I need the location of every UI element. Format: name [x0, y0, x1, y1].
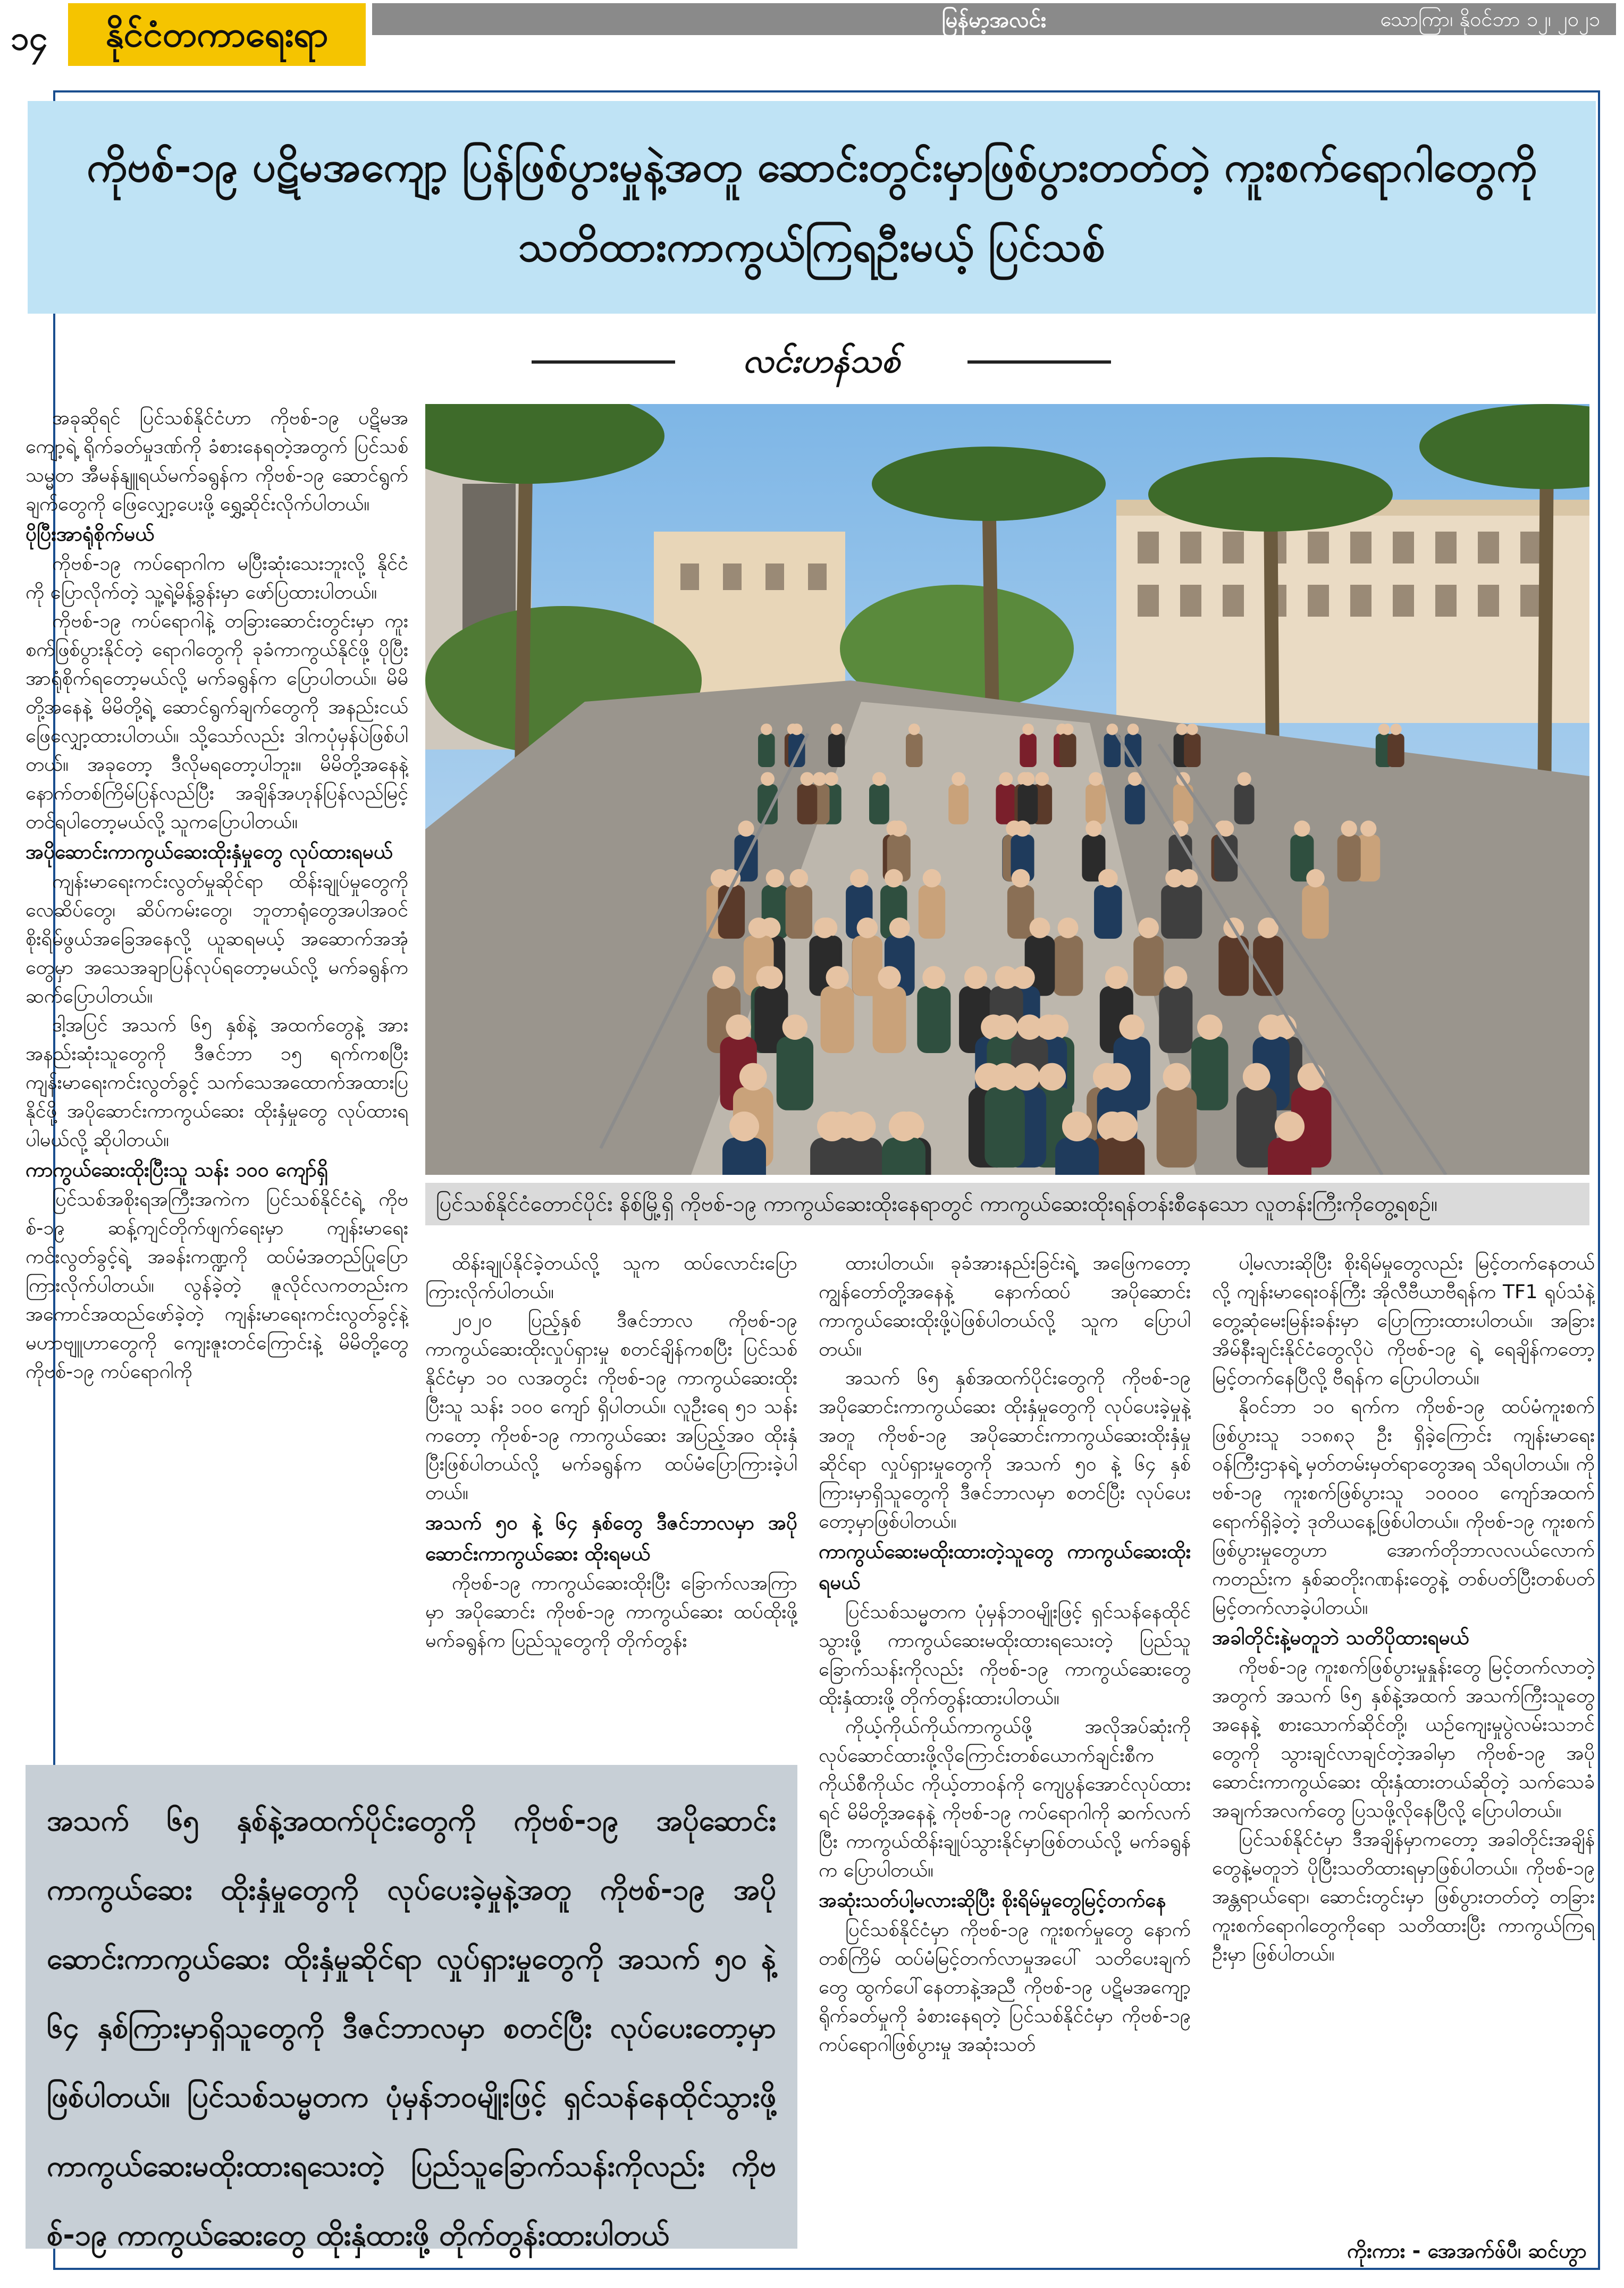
crowd-person-head	[889, 1112, 919, 1141]
paragraph: ပြင်သစ်သမ္မတက ပုံမှန်ဘဝမျိုးဖြင့် ရှင်သန်နေထိုင်သွားဖို့ ကာကွယ်ဆေးမထိုးထားရသေးတဲ့ ပြည်သူခြောက်သန်းကိုလည်း ကိုဗစ်-၁၉ ကာကွယ်ဆေးတွေ ထိုးနှံထားဖို့ တိုက်တွန်းထားပါတယ်။	[819, 1601, 1191, 1709]
crowd-person-head	[995, 966, 1018, 989]
column-3	[819, 1249, 1191, 2286]
crowd-person-head	[760, 966, 782, 989]
crowd-person-head	[729, 1112, 759, 1141]
column-2	[425, 1249, 797, 1744]
paragraph: ကိုဗစ်-၁၉ ကပ်ရောဂါနဲ့ တခြားဆောင်းတွင်းမှာ ကူးစက်ဖြစ်ပွားနိုင်တဲ့ ရောဂါတွေကို ခုခံကာကွယ်နိုင်ဖို့ ပိုပြီး အာရုံစိုက်ရတော့မယ်လို့ မက်ခရွန်က ပြောပါတယ်။ မိမိတို့အနေနဲ့ မိမိတို့ရဲ့ ဆောင်ရွက်ချက်တွေကို အနည်းငယ်ဖြေလျှော့ထားပါတယ်။ သို့သော်လည်း ဒါကပုံမှန်ပဲဖြစ်ပါတယ်။ အခုတော့ ဒီလိုမရတော့ပါဘူး။ မိမိတို့အနေနဲ့ နောက်တစ်ကြိမ်ပြန်လည်ပြီး အချိန်အဟုန်ပြန်လည်မြင့်တင်ရပါတော့မယ်လို့ သူကပြောပါတယ်။	[26, 610, 408, 833]
crowd-person-head	[1127, 724, 1139, 735]
crowd-person-head	[885, 869, 903, 888]
subheading: အသက် ၅၀ နဲ့ ၆၄ နှစ်တွေ ဒီဇင်ဘာလမှာ အပိုဆောင်းကာကွယ်ဆေး ထိုးရမယ်	[425, 1511, 797, 1565]
paragraph: ပြင်သစ်နိုင်ငံမှာ ကိုဗစ်-၁၉ ကူးစက်မှုတွေ နောက်တစ်ကြိမ် ထပ်မံမြင့်တက်လာမှုအပေါ် သတိပေးချက်တွေ ထွက်ပေါ်နေတာနဲ့အညီ ကိုဗစ်-၁၉ ပဋိမအကျော့ရိုက်ခတ်မှုကို ခံစားနေရတဲ့ ပြင်သစ်နိုင်ငံမှာ ကိုဗစ်-၁၉ ကပ်ရောဂါဖြစ်ပွားမှု အဆုံးသတ်	[819, 1919, 1191, 2056]
crowd-person-head	[1180, 869, 1198, 888]
crowd-person	[821, 986, 854, 1053]
subheading: ကာကွယ်ဆေးမထိုးထားတဲ့သူတွေ ကာကွယ်ဆေးထိုးရမယ်	[819, 1540, 1191, 1594]
crowd-person-head	[1119, 1014, 1145, 1040]
crowd-person-head	[846, 1112, 876, 1141]
crowd-person-head	[766, 869, 785, 888]
crowd-person	[1059, 734, 1076, 767]
crowd-person-head	[992, 1014, 1018, 1040]
crowd-person	[919, 885, 945, 939]
crowd-person-head	[826, 966, 849, 989]
crowd-person-head	[1106, 724, 1118, 735]
source-credit: ကိုးကား - အေအက်ဖ်ပီ၊ ဆင်ဟွာ	[1347, 2239, 1587, 2262]
crowd-person	[1125, 784, 1145, 825]
queue-photo-illustration	[425, 404, 1589, 1175]
paragraph: ကိုယ့်ကိုယ်ကိုယ်ကာကွယ်ဖို့ အလိုအပ်ဆုံးကို လုပ်ဆောင်ထားဖို့လိုကြောင်းတစ်ယောက်ချင်းစီက ကိုယ်စီကိုယ်င ကိုယ့်တာဝန်ကို ကျေပွန်အောင်လုပ်ထားရင် မိမိတို့အနေနဲ့ ကိုဗစ်-၁၉ ကပ်ရောဂါကို ဆက်လက်ပြီး ကာကွယ်ထိန်းချုပ်သွားနိုင်မှာဖြစ်တယ်လို့ မက်ခရွန်က ပြောပါတယ်။	[819, 1716, 1191, 1881]
section-tab: နိုင်ငံတကာရေးရာ	[68, 3, 366, 66]
crowd-person	[788, 734, 805, 767]
crowd-person-head	[923, 869, 941, 888]
paragraph: ပြင်သစ်နိုင်ငံမှာ ဒီအချိန်မှာကတော့ အခါတိုင်းအချိန်တွေနဲ့မတူဘဲ ပိုပြီးသတိထားရမှာဖြစ်ပါတယ်။ ကိုဗစ်-၁၉ အန္တရာယ်ရော၊ ဆောင်းတွင်းမှာ ဖြစ်ပွားတတ်တဲ့ တခြားကူးစက်ရောဂါတွေကိုရော သတိထားပြီး ကာကွယ်ကြရဦးမှာ ဖြစ်ပါတယ်။	[1212, 1829, 1595, 1965]
crowd-person-head	[831, 724, 843, 735]
crowd-person	[1020, 734, 1037, 767]
crowd-person-head	[1017, 1014, 1042, 1040]
crowd-person-head	[1086, 821, 1101, 837]
crowd-person	[1017, 784, 1038, 825]
crowd-person-head	[1275, 1112, 1305, 1141]
crowd-person-head	[1163, 1063, 1191, 1091]
crowd-person-head	[1298, 1063, 1325, 1091]
headline-line-1: ကိုဗစ်-၁၉ ပဋိမအကျော့ ပြန်ဖြစ်ပွားမှုနဲ့အတူ ဆောင်းတွင်းမှာဖြစ်ပွားတတ်တဲ့ ကူးစက်ရောဂါတွေကို	[86, 144, 1537, 191]
crowd-person-head	[872, 772, 886, 786]
crowd-person-head	[1021, 772, 1034, 786]
crowd-person-head	[738, 821, 754, 837]
crowd-person-head	[922, 966, 945, 989]
crowd-person-head	[1390, 724, 1402, 735]
crowd-person	[1133, 936, 1164, 996]
crowd-person-head	[813, 772, 827, 786]
crowd-person	[1175, 885, 1202, 939]
crowd-person	[985, 1087, 1025, 1167]
crowd-person-head	[782, 1014, 808, 1040]
crowd-person	[852, 936, 882, 996]
crowd-person-head	[1035, 772, 1049, 786]
pull-quote: အသက် ၆၅ နှစ်နဲ့အထက်ပိုင်းတွေကို ကိုဗစ်-၁၉ အပိုဆောင်းကာကွယ်ဆေး ထိုးနှံမှုတွေကို လုပ်ပေးခဲ့မှုနဲ့အတူ ကိုဗစ်-၁၉ အပိုဆောင်းကာကွယ်ဆေး ထိုးနှံမှုဆိုင်ရာ လှုပ်ရှားမှုတွေကို အသက် ၅၀ နဲ့ ၆၄ နှစ်ကြားမှာရှိသူတွေကို ဒီဇင်ဘာလမှာ စတင်ပြီး လုပ်ပေးတော့မှာဖြစ်ပါတယ်။ ပြင်သစ်သမ္မတက ပုံမှန်ဘဝမျိုးဖြင့် ရှင်သန်နေထိုင်သွားဖို့ ကာကွယ်ဆေးမထိုးထားရသေးတဲ့ ပြည်သူခြောက်သန်းကိုလည်း ကိုဗစ်-၁၉ ကာကွယ်ဆေးတွေ ထိုးနှံထားဖို့ တိုက်တွန်းထားပါတယ်	[26, 1765, 797, 2249]
byline-rule-right	[967, 360, 1111, 364]
paragraph: ကိုဗစ်-၁၉ ကူးစက်ဖြစ်ပွားမှုနှုန်းတွေ မြင့်တက်လာတဲ့အတွက် အသက် ၆၅ နှစ်နဲ့အထက် အသက်ကြီးသူတွေအနေနဲ့ စားသောက်ဆိုင်တို့၊ ယဉ်ကျေးမှုပွဲလမ်းသဘင်တွေကို သွားချင်လာချင်တဲ့အခါမှာ ကိုဗစ်-၁၉ အပိုဆောင်းကာကွယ်ဆေး ထိုးနှံထားတယ်ဆိုတဲ့ သက်သေခံအချက်အလက်တွေ ပြသဖို့လိုနေပြီလို့ ပြောပါတယ်။	[1212, 1656, 1595, 1822]
crowd-person-head	[1038, 1063, 1066, 1091]
crowd-person	[1302, 885, 1328, 939]
crowd-person-head	[1030, 918, 1050, 938]
crowd-person-head	[1012, 869, 1030, 888]
subheading: ပိုပြီးအာရုံစိုက်မယ်	[26, 523, 155, 545]
crowd-person	[1053, 936, 1083, 996]
crowd-person	[996, 784, 1016, 825]
paragraph: ကိုဗစ်-၁၉ ကာကွယ်ဆေးထိုးပြီး ခြောက်လအကြာမှာ အပိုဆောင်း ကိုဗစ်-၁၉ ကာကွယ်ဆေး ထပ်ထိုးဖို့ မက်ခရွန်က ပြည်သူတွေကို တိုက်တွန်း	[425, 1572, 797, 1652]
crowd-person-head	[1062, 1112, 1092, 1141]
paragraph: ထိန်းချုပ်နိုင်ခဲ့တယ်လို့ သူက ထပ်လောင်းပြောကြားလိုက်ပါတယ်။	[425, 1252, 797, 1303]
crowd-person-head	[889, 918, 910, 938]
crowd-person	[1159, 986, 1192, 1053]
crowd-person-head	[908, 724, 920, 735]
page-number: ၁၄	[11, 19, 48, 57]
headline-line-2: သတိထားကာကွယ်ကြရဦးမယ့် ပြင်သစ်	[518, 223, 1105, 271]
crowd-person	[758, 734, 775, 767]
crowd-person	[1337, 835, 1361, 881]
crowd-person-head	[1243, 1063, 1270, 1091]
column-1	[26, 404, 408, 1754]
paragraph: ပါ့မလားဆိုပြီး စိုးရိမ်မှုတွေလည်း မြင့်တက်နေတယ်လို့ ကျန်းမာရေးဝန်ကြီး အိုလီဗီယာဗီရန်က TF1 ရုပ်သံနဲ့ တွေ့ဆုံမေးမြန်းခန်းမှာ ပြောကြားထားပါတယ်။ အခြား အိမ်နီးချင်းနိုင်ငံတွေလိုပဲ ကိုဗစ်-၁၉ ရဲ့ ရေချိန်ကတော့ မြင့်တက်နေပြီလို့ ဗီရန်က ပြောပါတယ်။	[1212, 1252, 1595, 1389]
crowd-person-head	[1258, 1014, 1284, 1040]
crowd-person-head	[964, 966, 987, 989]
crowd-person	[786, 885, 812, 939]
crowd-person-head	[1306, 869, 1325, 888]
crowd-person-head	[1294, 821, 1310, 837]
crowd-person-head	[991, 1063, 1019, 1091]
crowd-person	[1095, 885, 1122, 939]
crowd-person	[1157, 1087, 1197, 1167]
crowd-person-head	[1378, 724, 1390, 735]
paragraph: အသက် ၆၅ နှစ်အထက်ပိုင်းတွေကို ကိုဗစ်-၁၉ အပိုဆောင်းကာကွယ်ဆေး ထိုးနှံမှုတွေကို လုပ်ပေးခဲ့မှုနဲ့အတူ ကိုဗစ်-၁၉ အပိုဆောင်းကာကွယ်ဆေးထိုးနှံမှုဆိုင်ရာ လှုပ်ရှားမှုတွေကို အသက် ၅၀ နဲ့ ၆၄ နှစ်ကြားမှာရှိသူတွေကို ဒီဇင်ဘာလမှာ စတင်ပြီး လုပ်ပေးတော့မှာဖြစ်ပါတယ်။	[819, 1367, 1191, 1533]
paragraph: နိုဝင်ဘာ ၁၀ ရက်က ကိုဗစ်-၁၉ ထပ်မံကူးစက်ဖြစ်ပွားသူ ၁၁၈၈၃ ဦး ရှိခဲ့ကြောင်း ကျန်းမာရေးဝန်ကြီးဌာနရဲ့ မှတ်တမ်းမှတ်ရာတွေအရ သိရပါတယ်။ ကိုဗစ်-၁၉ ကူးစက်ဖြစ်ပွားသူ ၁၀၀၀၀ ကျော်အထက် ရောက်ရှိခဲ့တဲ့ ဒုတိယနေ့ဖြစ်ပါတယ်။ ကိုဗစ်-၁၉ ကူးစက်ဖြစ်ပွားမှုတွေဟာ အောက်တိုဘာလလယ်လောက်ကတည်းက နှစ်ဆတိုးဂဏန်းတွေနဲ့ တစ်ပတ်ပြီးတစ်ပတ် မြင့်တက်လာခဲ့ပါတယ်။	[1212, 1396, 1595, 1619]
byline-author: လင်းဟန်သစ်	[743, 341, 900, 380]
crowd-person	[1101, 1138, 1145, 1175]
crowd-person-head	[1022, 724, 1034, 735]
crowd-person-head	[1058, 918, 1079, 938]
crowd-person-head	[761, 724, 772, 735]
crowd-person	[777, 1037, 813, 1111]
byline	[532, 340, 1111, 383]
crowd-person	[1234, 784, 1255, 825]
crowd-person-head	[891, 821, 907, 837]
crowd-person	[1086, 784, 1106, 825]
crowd-person-head	[790, 869, 809, 888]
crowd-person	[917, 986, 950, 1053]
crowd-person-head	[1014, 821, 1030, 837]
headline-box	[28, 101, 1596, 314]
paragraph: ထားပါတယ်။ ခုခံအားနည်းခြင်းရဲ့ အဖြေကတော့ ကျွန်တော်တို့အနေနဲ့ နောက်ထပ် အပိုဆောင်းကာကွယ်ဆေးထိုးဖို့ပဲဖြစ်ပါတယ်လို့ သူက ပြောပါတယ်။	[819, 1252, 1191, 1360]
paragraph: ကျန်းမာရေးကင်းလွတ်မှုဆိုင်ရာ ထိန်းချုပ်မှုတွေကို လေဆိပ်တွေ၊ ဆိပ်ကမ်းတွေ၊ ဘူတာရုံတွေအပါအဝင် စိုးရိမ်ဖွယ်အခြေအနေလို့ ယူဆရမယ့် အဆောက်အအုံတွေမှာ အသေအချာပြန်လုပ်ရတော့မယ်လို့ မက်ခရွန်က ဆက်ပြောပါတယ်။	[26, 871, 408, 1007]
subheading: ကာကွယ်ဆေးထိုးပြီးသူ သန်း ၁၀၀ ကျော်ရှိ	[26, 1158, 329, 1181]
crowd-person-head	[814, 918, 835, 938]
crowd-person	[722, 1138, 766, 1175]
crowd-person-head	[1104, 1063, 1131, 1091]
crowd-person-head	[1164, 966, 1187, 989]
crowd-person-head	[1062, 724, 1074, 735]
crowd-person-head	[1089, 772, 1103, 786]
crowd-person-head	[1105, 966, 1128, 989]
paragraph: ဒါ့အပြင် အသက် ၆၅ နှစ်နဲ့ အထက်တွေနဲ့ အားအနည်းဆုံးသူတွေကို ဒီဇင်ဘာ ၁၅ ရက်ကစပြီး ကျန်းမာရေးကင်းလွတ်ခွင့် သက်သေအထောက်အထားပြနိုင်ဖို့ အပိုဆောင်းကာကွယ်ဆေး ထိုးနှံမှုတွေ လုပ်ထားရပါမယ်လို့ ဆိုပါတယ်။	[26, 1014, 408, 1151]
crowd-person	[1191, 1037, 1228, 1111]
crowd-person	[1055, 1138, 1099, 1175]
crowd-person-head	[712, 966, 735, 989]
crowd-person	[906, 734, 923, 767]
crowd-person-head	[1197, 1014, 1223, 1040]
subheading: အပိုဆောင်းကာကွယ်ဆေးထိုးနှံမှုတွေ လုပ်ထားရမယ်	[26, 840, 393, 863]
crowd-person-head	[999, 772, 1013, 786]
subheading: အဆုံးသတ်ပါ့မလားဆိုပြီး စိုးရိမ်မှုတွေမြင့်တက်နေ	[819, 1889, 1166, 1912]
photo-caption: ပြင်သစ်နိုင်ငံတောင်ပိုင်း နိစ်မြို့ရှိ ကိုဗစ်-၁၉ ကာကွယ်ဆေးထိုးနေရာတွင် ကာကွယ်ဆေးထိုးရန်တန်းစီနေသော လူတန်းကြီးကိုတွေ့ရစဉ်။	[425, 1183, 1589, 1225]
crowd-person	[797, 784, 818, 825]
crowd-person	[869, 784, 889, 825]
page-header	[0, 0, 1624, 69]
issue-date: သောကြာ၊ နိုဝင်ဘာ ၁၂၊ ၂၀၂၁	[1380, 7, 1600, 31]
crowd-person-head	[857, 918, 878, 938]
crowd-person-head	[952, 772, 965, 786]
crowd-person-head	[824, 772, 838, 786]
crowd-person-head	[791, 724, 803, 735]
crowd-person-head	[726, 1014, 751, 1040]
paragraph: ၂၀၂၀ ပြည့်နှစ် ဒီဇင်ဘာလ ကိုဗစ်-၁၉ ကာကွယ်ဆေးထိုးလှုပ်ရှားမှု စတင်ချိန်ကစပြီး ပြင်သစ်နိုင်ငံမှာ ၁၀ လအတွင်း ကိုဗစ်-၁၉ ကာကွယ်ဆေးထိုးပြီးသူ သန်း ၁၀၀ ကျော် ရှိပါတယ်။ လူဦးရေ ၅၁ သန်းကတော့ ကိုဗစ်-၁၉ ကာကွယ်ဆေး အပြည့်အဝ ထိုးနှံပြီးဖြစ်ပါတယ်လို့ မက်ခရွန်က ထပ်မံပြောကြားခဲ့ပါတယ်။	[425, 1310, 797, 1504]
paragraph: အခုဆိုရင် ပြင်သစ်နိုင်ငံဟာ ကိုဗစ်-၁၉ ပဋိမအကျော့ရဲ့ ရိုက်ခတ်မှုဒဏ်ကို ခံစားနေရတဲ့အတွက် ပြင်သစ်သမ္မတ အီမန်နျူရယ်မက်ခရွန်က ကိုဗစ်-၁၉ ဆောင်ရွက်ချက်တွေကို ဖြေလျှော့ပေးဖို့ ရွှေ့ဆိုင်းလိုက်ပါတယ်။	[26, 407, 408, 515]
crowd-person	[948, 784, 969, 825]
crowd-person-head	[1360, 821, 1376, 837]
crowd-person	[839, 1138, 882, 1175]
crowd-person-head	[878, 966, 901, 989]
newspaper-name: မြန်မာ့အလင်း	[941, 8, 1047, 32]
crowd-person	[1268, 1138, 1311, 1175]
crowd-person-head	[761, 772, 775, 786]
byline-rule-left	[532, 360, 675, 364]
paragraph: ကိုဗစ်-၁၉ ကပ်ရောဂါက မပြီးဆုံးသေးဘူးလို့ နိုင်ငံကို ပြောလိုက်တဲ့ သူ့ရဲ့မိန့်ခွန်းမှာ ဖော်ပြထားပါတယ်။	[26, 553, 408, 603]
crowd-person-head	[1108, 1112, 1138, 1141]
crowd-person-head	[800, 772, 814, 786]
crowd-person	[882, 1138, 925, 1175]
crowd-person-head	[1138, 918, 1159, 938]
crowd-person-head	[1187, 724, 1198, 735]
crowd-person-head	[817, 1112, 847, 1141]
crowd-person-head	[1099, 869, 1118, 888]
crowd-person-head	[1238, 772, 1251, 786]
crowd-person	[873, 986, 906, 1053]
news-photo	[425, 404, 1589, 1175]
crowd-person	[718, 885, 745, 939]
column-4	[1212, 1249, 1595, 2286]
crowd-person	[1184, 734, 1201, 767]
crowd-person-head	[850, 869, 869, 888]
header-bar	[372, 3, 1616, 35]
crowd-person-head	[739, 1063, 767, 1091]
crowd-person	[1387, 734, 1404, 767]
crowd-person-head	[1176, 724, 1188, 735]
subheading: အခါတိုင်းနဲ့မတူဘဲ သတိပိုထားရမယ်	[1212, 1626, 1469, 1649]
crowd-person-head	[748, 918, 769, 938]
crowd-person	[828, 734, 845, 767]
crowd-person-head	[1341, 821, 1357, 837]
paragraph: ပြင်သစ်အစိုးရအကြီးအကဲက ပြင်သစ်နိုင်ငံရဲ့ ကိုဗစ်-၁၉ ဆန့်ကျင်တိုက်ဖျက်ရေးမှာ ကျန်းမာရေးကင်းလွတ်ခွင့်ရဲ့ အခန်းကဏ္ဍကို ထပ်မံအတည်ပြုပြောကြားလိုက်ပါတယ်။ လွန်ခဲ့တဲ့ ဇူလိုင်လကတည်းက အကောင်အထည်ဖော်ခဲ့တဲ့ ကျန်းမာရေးကင်းလွတ်ခွင့်နဲ့ မဟာဗျူဟာတွေကို ကျေးဇူးတင်ကြောင်းနဲ့ မိမိတို့တွေ ကိုဗစ်-၁၉ ကပ်ရောဂါကို	[26, 1189, 408, 1383]
crowd-person	[758, 784, 778, 825]
